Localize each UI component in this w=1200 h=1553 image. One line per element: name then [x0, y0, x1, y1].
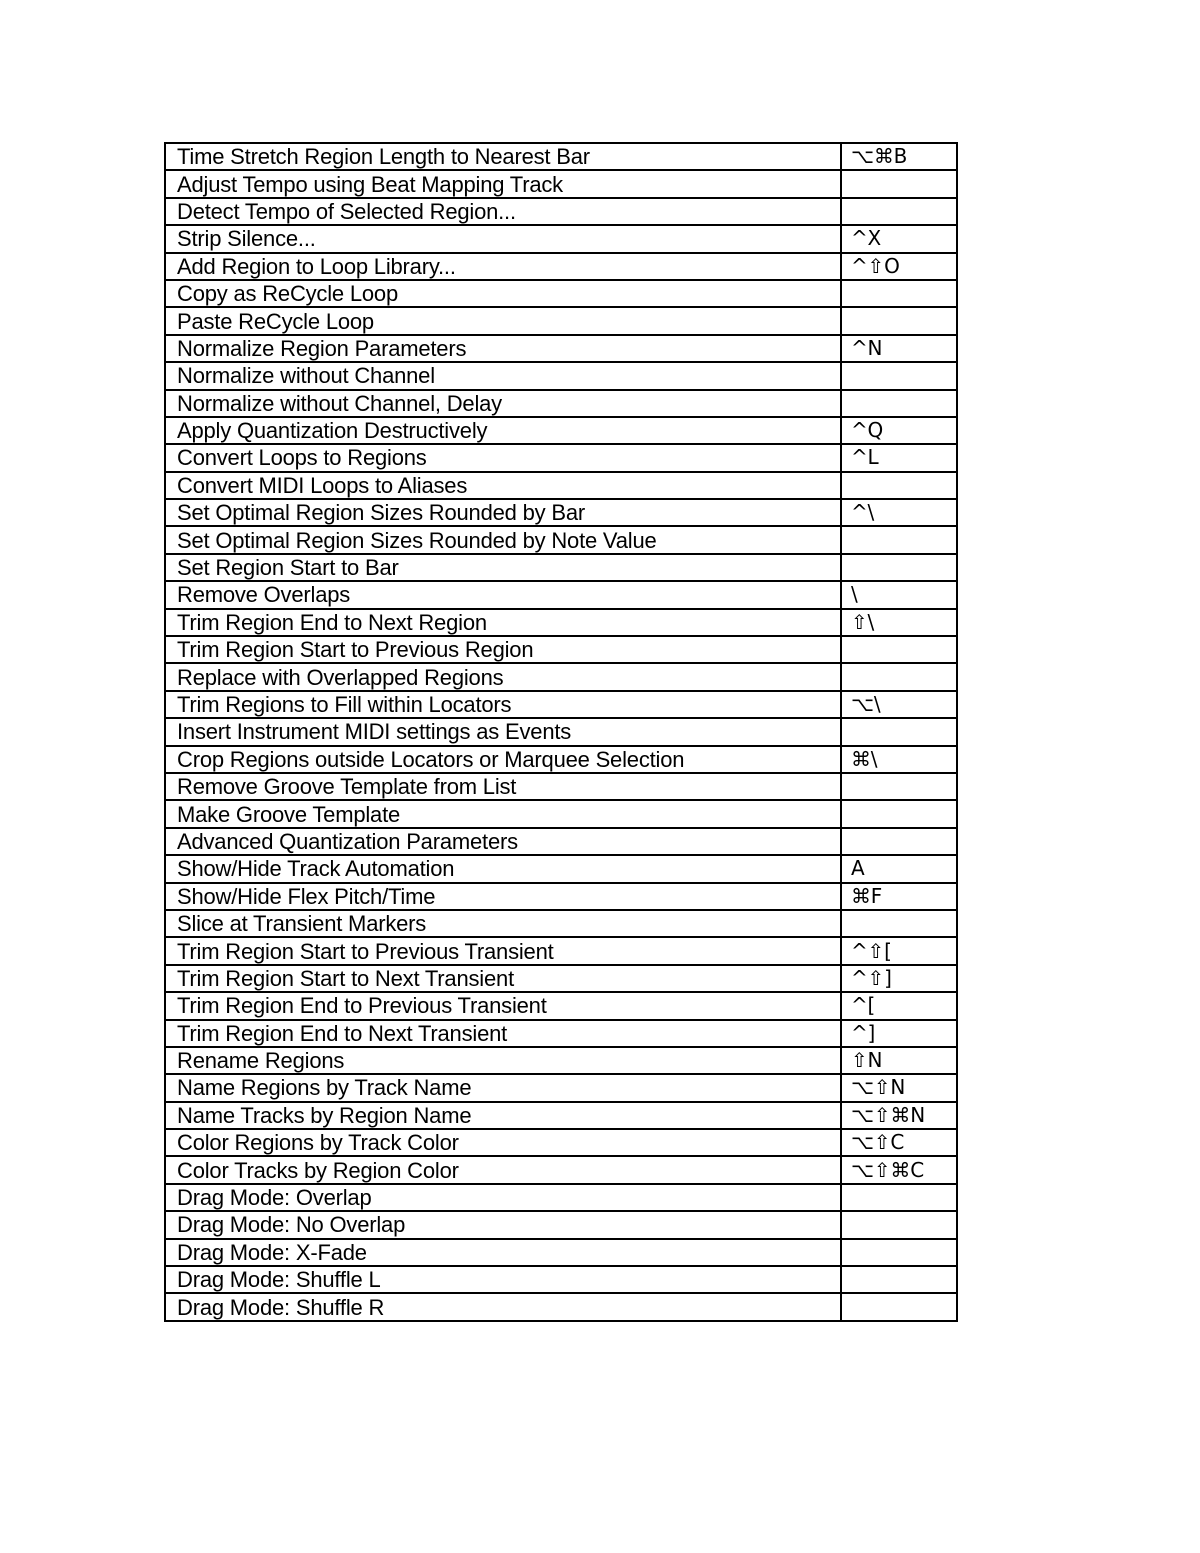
table-row: [165, 581, 957, 608]
table-row: [165, 609, 957, 636]
shortcut-key-cell: ⌥\: [841, 691, 957, 718]
shortcut-key-cell: \: [841, 581, 957, 608]
command-cell: Trim Region End to Next Transient: [165, 1020, 841, 1047]
command-cell: Name Tracks by Region Name: [165, 1102, 841, 1129]
table-row: [165, 746, 957, 773]
command-cell: Trim Region Start to Previous Region: [165, 636, 841, 663]
command-cell: Strip Silence...: [165, 225, 841, 252]
table-row: [165, 1129, 957, 1156]
command-cell: Convert MIDI Loops to Aliases: [165, 472, 841, 499]
command-cell: Adjust Tempo using Beat Mapping Track: [165, 170, 841, 197]
command-cell: Color Regions by Track Color: [165, 1129, 841, 1156]
table-row: [165, 170, 957, 197]
table-row: [165, 143, 957, 170]
command-cell: Make Groove Template: [165, 800, 841, 827]
shortcut-key-cell: A: [841, 855, 957, 882]
shortcut-key-cell: [841, 526, 957, 553]
command-cell: Set Optimal Region Sizes Rounded by Bar: [165, 499, 841, 526]
command-cell: Set Region Start to Bar: [165, 554, 841, 581]
shortcut-key-cell: ^\: [841, 499, 957, 526]
shortcut-key-cell: ^[: [841, 992, 957, 1019]
table-row: [165, 1074, 957, 1101]
table-row: [165, 828, 957, 855]
shortcut-key-cell: [841, 1239, 957, 1266]
table-row: [165, 663, 957, 690]
command-cell: Name Regions by Track Name: [165, 1074, 841, 1101]
command-cell: Insert Instrument MIDI settings as Events: [165, 718, 841, 745]
table-row: [165, 390, 957, 417]
table-row: [165, 1266, 957, 1293]
table-row: [165, 718, 957, 745]
table-row: [165, 1211, 957, 1238]
command-cell: Rename Regions: [165, 1047, 841, 1074]
shortcut-key-cell: [841, 170, 957, 197]
shortcut-key-cell: [841, 1266, 957, 1293]
table-row: [165, 307, 957, 334]
shortcut-key-cell: ^⇧O: [841, 253, 957, 280]
command-cell: Drag Mode: Shuffle L: [165, 1266, 841, 1293]
command-cell: Color Tracks by Region Color: [165, 1156, 841, 1183]
shortcut-key-cell: [841, 773, 957, 800]
table-row: [165, 1239, 957, 1266]
table-row: [165, 636, 957, 663]
table-row: [165, 253, 957, 280]
shortcut-key-cell: ⌥⇧C: [841, 1129, 957, 1156]
table-row: [165, 1020, 957, 1047]
shortcut-key-cell: [841, 307, 957, 334]
table-row: [165, 1047, 957, 1074]
shortcut-key-cell: ⌥⇧⌘N: [841, 1102, 957, 1129]
shortcut-key-cell: [841, 910, 957, 937]
shortcut-key-cell: ^L: [841, 444, 957, 471]
table-row: [165, 691, 957, 718]
command-cell: Trim Region End to Previous Transient: [165, 992, 841, 1019]
shortcut-key-cell: ^N: [841, 335, 957, 362]
table-row: [165, 335, 957, 362]
command-cell: Time Stretch Region Length to Nearest Bar: [165, 143, 841, 170]
shortcut-key-cell: [841, 1211, 957, 1238]
table-row: [165, 280, 957, 307]
shortcut-key-cell: [841, 663, 957, 690]
shortcut-key-cell: [841, 1184, 957, 1211]
table-row: [165, 1102, 957, 1129]
shortcut-key-cell: ^]: [841, 1020, 957, 1047]
command-cell: Remove Groove Template from List: [165, 773, 841, 800]
command-cell: Paste ReCycle Loop: [165, 307, 841, 334]
shortcut-key-cell: ⌘F: [841, 883, 957, 910]
command-cell: Drag Mode: Shuffle R: [165, 1293, 841, 1320]
shortcut-key-cell: [841, 718, 957, 745]
shortcut-key-cell: ^⇧[: [841, 937, 957, 964]
table-row: [165, 554, 957, 581]
command-cell: Normalize without Channel: [165, 362, 841, 389]
command-cell: Trim Region End to Next Region: [165, 609, 841, 636]
table-row: [165, 225, 957, 252]
table-row: [165, 992, 957, 1019]
table-row: [165, 362, 957, 389]
command-cell: Trim Regions to Fill within Locators: [165, 691, 841, 718]
command-cell: Copy as ReCycle Loop: [165, 280, 841, 307]
command-cell: Set Optimal Region Sizes Rounded by Note Value: [165, 526, 841, 553]
shortcut-key-cell: [841, 362, 957, 389]
table-row: [165, 1184, 957, 1211]
shortcut-key-cell: ⇧N: [841, 1047, 957, 1074]
command-cell: Replace with Overlapped Regions: [165, 663, 841, 690]
table-row: [165, 198, 957, 225]
shortcut-key-cell: [841, 472, 957, 499]
command-cell: Convert Loops to Regions: [165, 444, 841, 471]
shortcut-key-cell: ⇧\: [841, 609, 957, 636]
command-cell: Normalize Region Parameters: [165, 335, 841, 362]
command-cell: Trim Region Start to Previous Transient: [165, 937, 841, 964]
shortcut-key-cell: ⌥⇧⌘C: [841, 1156, 957, 1183]
table-row: [165, 472, 957, 499]
shortcut-table-body: [165, 143, 957, 1321]
command-cell: Normalize without Channel, Delay: [165, 390, 841, 417]
command-cell: Drag Mode: Overlap: [165, 1184, 841, 1211]
table-row: [165, 1156, 957, 1183]
table-row: [165, 499, 957, 526]
table-row: [165, 937, 957, 964]
shortcut-key-cell: ⌘\: [841, 746, 957, 773]
shortcut-key-cell: [841, 800, 957, 827]
command-cell: Show/Hide Track Automation: [165, 855, 841, 882]
table-row: [165, 855, 957, 882]
command-cell: Slice at Transient Markers: [165, 910, 841, 937]
shortcut-key-cell: [841, 828, 957, 855]
command-cell: Add Region to Loop Library...: [165, 253, 841, 280]
shortcut-key-cell: ⌥⇧N: [841, 1074, 957, 1101]
command-cell: Trim Region Start to Next Transient: [165, 965, 841, 992]
shortcut-key-cell: [841, 636, 957, 663]
command-cell: Apply Quantization Destructively: [165, 417, 841, 444]
table-row: [165, 773, 957, 800]
table-row: [165, 417, 957, 444]
command-cell: Drag Mode: X-Fade: [165, 1239, 841, 1266]
shortcut-key-cell: [841, 554, 957, 581]
table-row: [165, 800, 957, 827]
table-row: [165, 526, 957, 553]
table-row: [165, 965, 957, 992]
shortcut-key-cell: [841, 1293, 957, 1320]
command-cell: Show/Hide Flex Pitch/Time: [165, 883, 841, 910]
table-row: [165, 883, 957, 910]
shortcut-key-cell: ^⇧]: [841, 965, 957, 992]
shortcut-key-cell: ⌥⌘B: [841, 143, 957, 170]
shortcut-key-cell: ^Q: [841, 417, 957, 444]
table-row: [165, 910, 957, 937]
shortcut-key-cell: [841, 390, 957, 417]
command-cell: Crop Regions outside Locators or Marquee Selection: [165, 746, 841, 773]
command-cell: Drag Mode: No Overlap: [165, 1211, 841, 1238]
shortcut-table: [164, 142, 958, 1322]
table-row: [165, 1293, 957, 1320]
shortcut-key-cell: [841, 198, 957, 225]
command-cell: Detect Tempo of Selected Region...: [165, 198, 841, 225]
table-row: [165, 444, 957, 471]
shortcut-key-cell: ^X: [841, 225, 957, 252]
command-cell: Remove Overlaps: [165, 581, 841, 608]
shortcut-key-cell: [841, 280, 957, 307]
command-cell: Advanced Quantization Parameters: [165, 828, 841, 855]
